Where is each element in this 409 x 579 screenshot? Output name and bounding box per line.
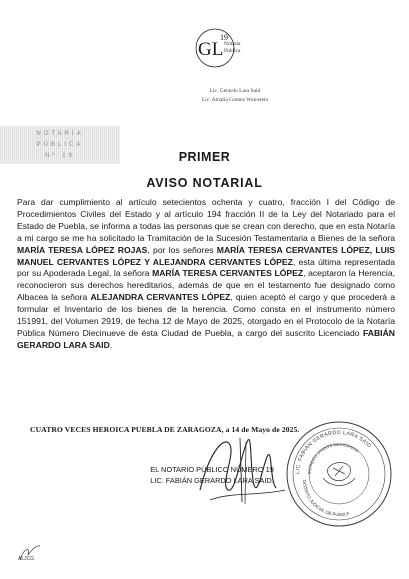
- place-date-line: CUATRO VECES HEROICA PUEBLA DE ZARAGOZA, a 14 de Mayo de 2025.: [30, 425, 300, 434]
- footer-initials: ALJCG: [18, 556, 35, 562]
- body-text-3: , esta última representada por su Apoderada Legal, la señora: [17, 256, 395, 279]
- body-text-1: Para dar cumplimiento al artículo setecientos ochenta y cuatro, fracción I del Código de Procedimientos Civiles del Estado y al artículo 194 fracción II de la Ley del Notariado para el Estado de Puebla, se informa a todas las personas que se crean con derecho, que en esta Notaría a mi cargo se me ha solicitado la Tramitación de la Sucesión Testamentaria a Bienes de la señora: [17, 197, 395, 243]
- side-stamp-line-2: PÚBLICA: [36, 142, 84, 148]
- signature-title: EL NOTARIO PÚBLICO NÚMERO 19: [150, 465, 274, 474]
- title-first: PRIMER: [178, 150, 231, 164]
- notice-body: [17, 197, 395, 352]
- seal-bottom-text: DISTRITO JUDICIAL DE PUEBLA: [301, 479, 350, 518]
- notary-logo: [193, 26, 273, 76]
- logo-line-1: Notaría: [224, 41, 241, 47]
- representative-name: MARÍA TERESA CERVANTES LÓPEZ: [152, 268, 304, 279]
- notary-name-bold: FABIÁN GERARDO LARA SAID: [17, 327, 395, 350]
- side-stamp-line-3: Nº 19: [45, 153, 75, 159]
- notary-name-2: Lic. Amalia Gómez Wainstein: [201, 97, 269, 103]
- seal-eagle-icon: [323, 463, 355, 486]
- body-text-5: , quien aceptó el cargo y que procederá a formular el Inventario de los bienes de la herencia. Como consta en el instrumento número 151991, del Volumen 2919, de fecha 12 de Mayo de 2025, otorgado en el Protocolo de la Notaría Pública Número Diecinueve de ésta Ciudad de Puebla, a cargo del suscrito Licenciado: [17, 292, 396, 338]
- logo-line-2: Pública: [224, 47, 241, 54]
- logo-number: 19: [220, 33, 228, 42]
- seal-outer-text: LIC. FABIÁN GERARDO LARA SAID: [294, 429, 373, 475]
- signature-name: LIC. FABIÁN GERARDO LARA SAID.: [150, 475, 274, 485]
- seal-inner-text: ESTADOS UNIDOS MEXICANOS: [306, 441, 360, 475]
- side-stamp-line-1: NOTARÍA: [36, 131, 84, 137]
- signature-block: [112, 465, 312, 486]
- body-text-2: , por los señores: [147, 244, 217, 255]
- logo-monogram: GL: [198, 39, 224, 60]
- notary-names: [170, 87, 300, 105]
- body-text-4: , aceptaron la Herencia, reconocieron sus derechos hereditarios, además de que en el testamento fue designado como Albacea la señora: [17, 268, 395, 303]
- deceased-name: MARÍA TERESA LÓPEZ ROJAS: [17, 244, 148, 255]
- albacea-name: ALEJANDRA CERVANTES LÓPEZ: [90, 292, 231, 303]
- body-text-6: .: [109, 339, 113, 350]
- heirs-names: MARÍA TERESA CERVANTES LÓPEZ, LUIS MANUEL CERVANTES LÓPEZ Y ALEJANDRA CERVANTES LÓPEZ: [17, 244, 395, 267]
- logo-caption: [224, 41, 241, 54]
- title-aviso-notarial: AVISO NOTARIAL: [146, 176, 263, 190]
- svg-text:ESTADOS UNIDOS MEXICANOS: [307, 442, 360, 474]
- initials-scribble-icon: [16, 540, 46, 566]
- notary-name-1: Lic. Gerardo Lara Said: [209, 88, 261, 94]
